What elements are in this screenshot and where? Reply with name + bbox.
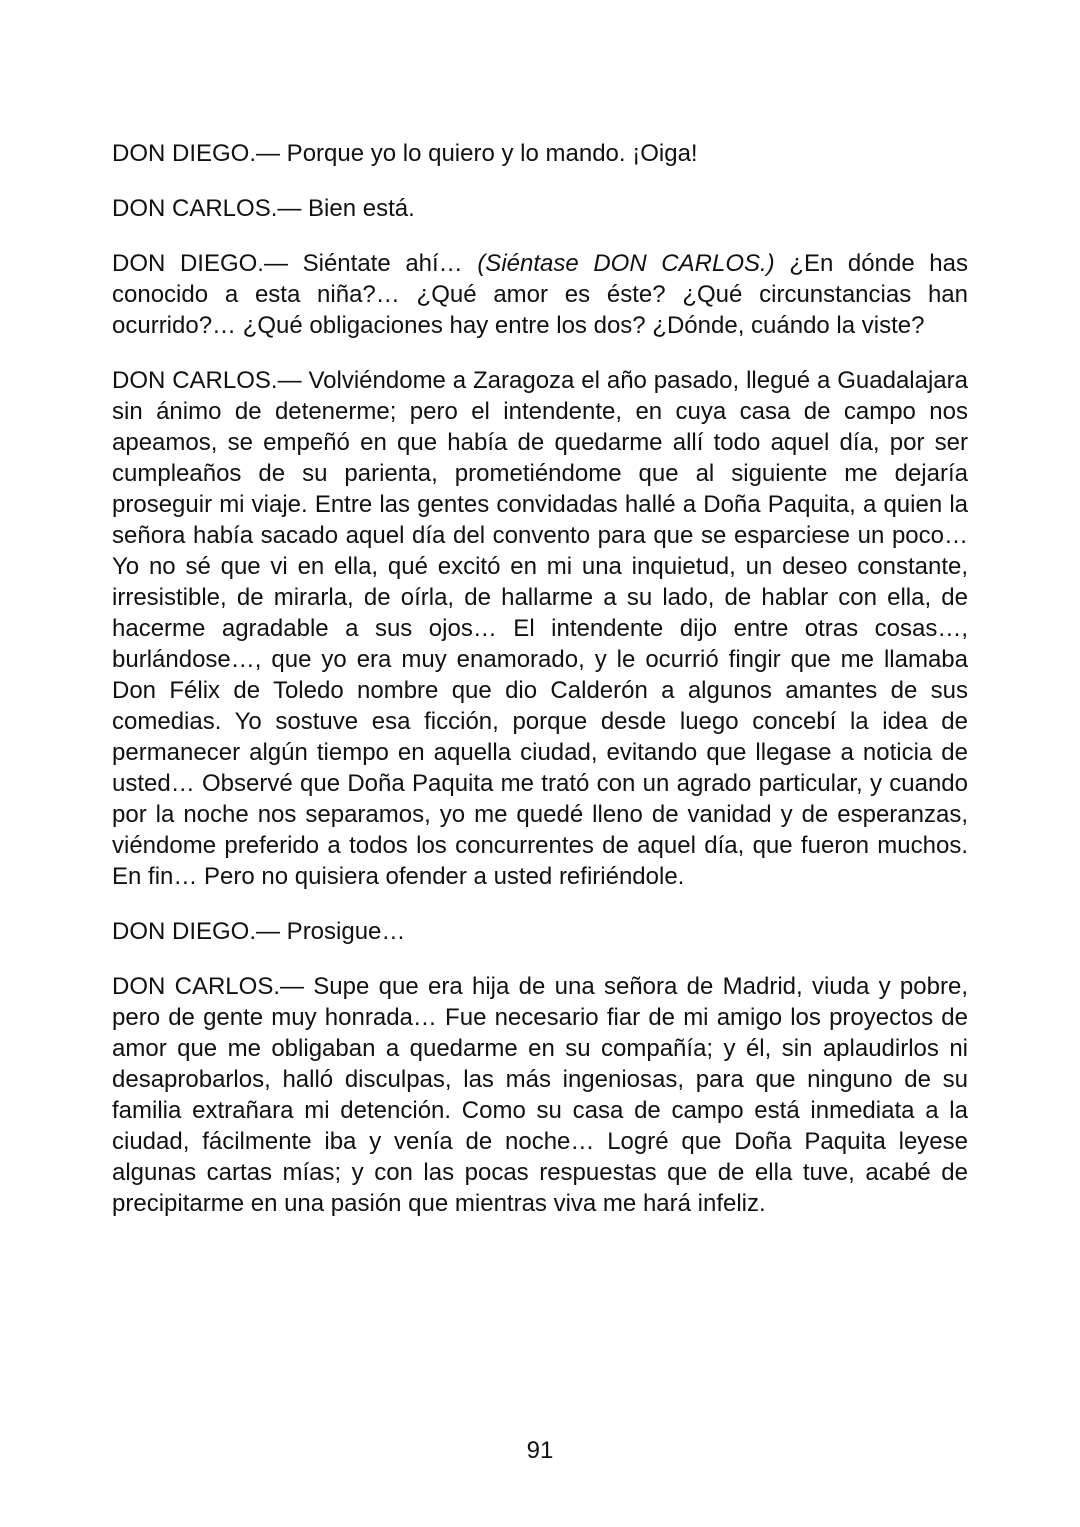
dialogue-text: ¿En dónde has conocido a esta niña?… ¿Qué amor es éste? ¿Qué circunstancias han ocurrido?… ¿Qué obligaciones hay entre los dos? ¿Dónde, cuándo la viste? [112, 250, 969, 339]
dialogue-paragraph-6 [112, 971, 968, 1219]
dialogue-text: Bien está. [301, 195, 415, 222]
dialogue-paragraph-4 [112, 365, 968, 892]
page-number: 91 [526, 1437, 554, 1464]
page-body [112, 138, 968, 1243]
dialogue-paragraph-5 [112, 916, 968, 947]
dialogue-paragraph-3 [112, 248, 968, 341]
dialogue-text: Prosigue… [280, 918, 406, 945]
speaker-name: DON CARLOS.— [112, 367, 302, 394]
speaker-name: DON DIEGO.— [112, 140, 281, 167]
dialogue-text: Supe que era hija de una señora de Madrid, viuda y pobre, pero de gente muy honrada… Fue necesario fiar de mi amigo los proyectos de amor que me obligaban a quedarme en su compañía; y él, sin aplaudirlos ni desaprobarlos, halló disculpas, las más ingeniosas, para que ninguno de su familia extrañara mi detención. Como su casa de campo está inmediata a la ciudad, fácilmente iba y venía de noche… Logré que Doña Paquita leyese algunas cartas mías; y con las pocas respuestas que de ella tuve, acabé de precipitarme en una pasión que mientras viva me hará infeliz. [112, 973, 968, 1217]
speaker-name: DON DIEGO.— [112, 918, 281, 945]
dialogue-paragraph-1 [112, 138, 968, 169]
dialogue-text: Volviéndome a Zaragoza el año pasado, llegué a Guadalajara sin ánimo de detenerme; pero el intendente, en cuya casa de campo nos apeamos, se empeñó en que había de quedarme allí todo aquel día, por ser cumpleaños de su parienta, prometiéndome que al siguiente me dejaría proseguir mi viaje. Entre las gentes convidadas hallé a Doña Paquita, a quien la señora había sacado aquel día del convento para que se esparciese un poco… Yo no sé que vi en ella, qué excitó en mi una inquietud, un deseo constante, irresistible, de mirarla, de oírla, de hallarme a su lado, de hablar con ella, de hacerme agradable a sus ojos… El intendente dijo entre otras cosas…, burlándose…, que yo era muy enamorado, y le ocurrió fingir que me llamaba Don Félix de Toledo nombre que dio Calderón a algunos amantes de sus comedias. Yo sostuve esa ficción, porque desde luego concebí la idea de permanecer algún tiempo en aquella ciudad, evitando que llegase a noticia de usted… Observé que Doña Paquita me trató con un agrado particular, y cuando por la noche nos separamos, yo me quedé lleno de vanidad y de esperanzas, viéndome preferido a todos los concurrentes de aquel día, que fueron muchos. En fin… Pero no quisiera ofender a usted refiriéndole. [112, 367, 968, 890]
speaker-name: DON CARLOS.— [112, 973, 304, 1000]
dialogue-text: Siéntate ahí… [287, 250, 478, 277]
dialogue-paragraph-2 [112, 193, 968, 224]
speaker-name: DON DIEGO.— [112, 250, 288, 277]
dialogue-text: Porque yo lo quiero y lo mando. ¡Oiga! [280, 140, 698, 167]
speaker-name: DON CARLOS.— [112, 195, 302, 222]
stage-direction: (Siéntase DON CARLOS.) [477, 250, 775, 277]
